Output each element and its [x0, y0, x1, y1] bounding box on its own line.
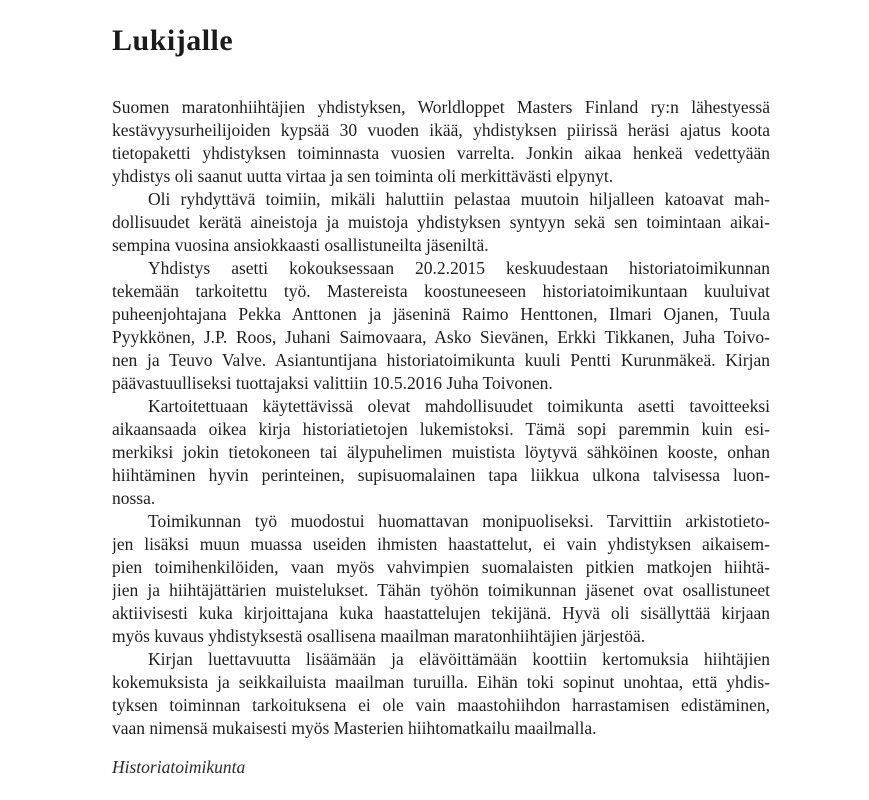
text-line: Toimikunnan työ muodostui huomattavan monipuoliseksi. Tarvittiin arkistotieto- [148, 511, 770, 531]
text-line: sempina vuosina ansiokkaasti osallistuneilta jäseniltä. [112, 235, 489, 255]
text-line: vaan nimensä mukaisesti myös Masterien hiihtomatkailu maailmalla. [112, 718, 597, 738]
text-line: Kartoitettuaan käytettävissä olevat mahdollisuudet toimikunta asetti tavoitteeksi [148, 396, 770, 416]
text-line: aikaansaada oikea kirja historiatietojen lukemistoksi. Tämä sopi paremmin kuin esi- [112, 419, 770, 439]
text-line: hiihtäminen hyvin perinteinen, supisuomalainen tapa liikkua ulkona talvisessa luon- [112, 465, 770, 485]
text-line: kokemuksista ja seikkailuista maailman turuilla. Eihän toki sopinut unohtaa, että yhdis- [112, 672, 770, 692]
text-line: jen lisäksi muun muassa useiden ihmisten haastattelut, ei vain yhdistyksen aikaisem- [112, 534, 770, 554]
text-line: Kirjan luettavuutta lisäämään ja elävöittämään koottiin kertomuksia hiihtäjien [148, 649, 770, 669]
text-line: myös kuvaus yhdistyksestä osallisena maailman maratonhiihtäjien järjestöä. [112, 626, 646, 646]
text-line: Oli ryhdyttävä toimiin, mikäli haluttiin pelastaa muutoin hiljalleen katoavat mah- [148, 189, 770, 209]
text-line: kestävyysurheilijoiden kypsää 30 vuoden ikää, yhdistyksen piirissä heräsi ajatus koota [112, 120, 770, 140]
signature: Historiatoimikunta [112, 757, 246, 777]
page-title: Lukijalle [112, 24, 234, 57]
paragraph [112, 395, 770, 510]
text-line: tekemään tarkoitettu työ. Mastereista koostuneeseen historiatoimikuntaan kuuluivat [112, 281, 770, 301]
text-line: tietopaketti yhdistyksen toiminnasta vuosien varrelta. Jonkin aikaa henkeä vedettyään [112, 143, 770, 163]
text-line: dollisuudet kerätä aineistoja ja muistoja yhdistyksen syntyyn sekä sen toimintaan aikai- [112, 212, 770, 232]
text-line: tyksen toiminnan tarkoituksena ei ole vain maastohiihdon harrastamisen edistäminen, [112, 695, 770, 715]
text-line: Yhdistys asetti kokouksessaan 20.2.2015 keskuudestaan historiatoimikunnan [148, 258, 770, 278]
text-line: päävastuulliseksi tuottajaksi valittiin 10.5.2016 Juha Toivonen. [112, 373, 553, 393]
paragraph [112, 648, 770, 740]
text-line: nossa. [112, 488, 156, 508]
paragraph [112, 188, 770, 257]
text-line: puheenjohtajana Pekka Anttonen ja jäseninä Raimo Henttonen, Ilmari Ojanen, Tuula [112, 304, 770, 324]
paragraph [112, 257, 770, 395]
text-line: Pyykkönen, J.P. Roos, Juhani Saimovaara, Asko Sievänen, Erkki Tikkanen, Juha Toivo- [112, 327, 770, 347]
text-line: nen ja Teuvo Valve. Asiantuntijana historiatoimikunta kuuli Pentti Kurunmäkeä. Kirjan [112, 350, 770, 370]
body-text [112, 96, 770, 740]
text-line: aktiivisesti kuka kirjoittajana kuka haastattelujen tekijänä. Hyvä oli sisällyttää kirjaan [112, 603, 770, 623]
text-line: yhdistys oli saanut uutta virtaa ja sen toiminta oli merkittävästi elpynyt. [112, 166, 614, 186]
text-line: merkiksi jokin tietokoneen tai älypuhelimen muistista löytyvä sähköinen kooste, onhan [112, 442, 770, 462]
paragraph [112, 510, 770, 648]
text-line: Suomen maratonhiihtäjien yhdistyksen, Worldloppet Masters Finland ry:n lähestyessä [112, 97, 770, 117]
text-line: pien toimihenkilöiden, vaan myös vahvimpien suomalaisten pitkien matkojen hiihtä- [112, 557, 770, 577]
paragraph [112, 96, 770, 188]
text-line: jien ja hiihtäjättärien muistelukset. Tähän työhön toimikunnan jäsenet ovat osallistuneet [112, 580, 770, 600]
